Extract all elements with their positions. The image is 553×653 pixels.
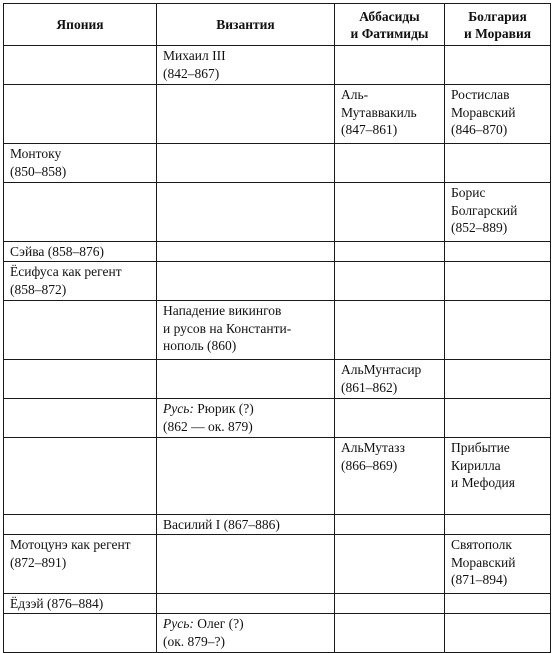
cell-text: Рюрик (?) bbox=[197, 401, 254, 416]
cell-line: Борис bbox=[451, 185, 486, 200]
cell-line: (842–867) bbox=[163, 65, 220, 81]
cell-byzantium bbox=[157, 262, 335, 301]
header-japan-line: Япония bbox=[56, 17, 104, 32]
header-japan bbox=[4, 4, 157, 46]
cell-line: (858–872) bbox=[10, 281, 67, 297]
cell-byzantium bbox=[157, 144, 335, 183]
cell-japan bbox=[4, 515, 157, 535]
cell-bulgaria bbox=[445, 535, 551, 594]
cell-line: (862 — ок. 879) bbox=[163, 418, 253, 434]
cell-line: Ёдзэй (876–884) bbox=[10, 596, 104, 611]
rus-prefix: Русь: bbox=[163, 616, 194, 631]
cell-bulgaria bbox=[445, 438, 551, 515]
table-row bbox=[4, 301, 551, 360]
cell-line: Святополк bbox=[451, 537, 512, 552]
cell-bulgaria bbox=[445, 360, 551, 399]
cell-line: Прибытие bbox=[451, 440, 510, 455]
cell-line: (850–858) bbox=[10, 163, 67, 179]
cell-line: Мотоцунэ как регент bbox=[10, 537, 131, 552]
cell-line: АльМутазз bbox=[341, 440, 405, 455]
table-row bbox=[4, 85, 551, 144]
cell-line: и русов на Константи- bbox=[163, 320, 292, 336]
cell-japan bbox=[4, 360, 157, 399]
cell-japan bbox=[4, 144, 157, 183]
cell-line: Ростислав bbox=[451, 87, 510, 102]
header-bulgaria-line-1: Болгария bbox=[468, 8, 527, 24]
cell-line: Василий I (867–886) bbox=[163, 517, 280, 532]
page bbox=[3, 3, 550, 649]
table-body bbox=[4, 46, 551, 653]
cell-line bbox=[163, 400, 328, 418]
table-row bbox=[4, 515, 551, 535]
cell-bulgaria bbox=[445, 301, 551, 360]
cell-japan bbox=[4, 262, 157, 301]
cell-byzantium bbox=[157, 46, 335, 85]
header-row bbox=[4, 4, 551, 46]
table-row bbox=[4, 438, 551, 515]
cell-line bbox=[163, 615, 328, 633]
header-abbasids bbox=[335, 4, 445, 46]
cell-byzantium bbox=[157, 535, 335, 594]
cell-byzantium bbox=[157, 594, 335, 614]
cell-line: Монтоку bbox=[10, 146, 62, 161]
cell-bulgaria bbox=[445, 515, 551, 535]
table-row bbox=[4, 144, 551, 183]
cell-line: (847–861) bbox=[341, 122, 398, 137]
cell-abbasids bbox=[335, 360, 445, 399]
cell-line: (861–862) bbox=[341, 379, 398, 395]
cell-line: Моравский bbox=[451, 104, 516, 120]
cell-line: (852–889) bbox=[451, 220, 508, 235]
cell-byzantium bbox=[157, 515, 335, 535]
header-byzantium bbox=[157, 4, 335, 46]
cell-japan bbox=[4, 46, 157, 85]
cell-line: Аль- bbox=[341, 87, 369, 102]
header-bulgaria-line-2: и Моравия bbox=[463, 25, 532, 41]
cell-abbasids bbox=[335, 301, 445, 360]
cell-byzantium bbox=[157, 301, 335, 360]
cell-line: (871–894) bbox=[451, 572, 508, 587]
cell-abbasids bbox=[335, 594, 445, 614]
cell-japan bbox=[4, 594, 157, 614]
cell-bulgaria bbox=[445, 46, 551, 85]
cell-abbasids bbox=[335, 85, 445, 144]
cell-abbasids bbox=[335, 535, 445, 594]
cell-line: (846–870) bbox=[451, 122, 508, 137]
table-row bbox=[4, 399, 551, 438]
cell-byzantium bbox=[157, 242, 335, 262]
cell-japan bbox=[4, 183, 157, 242]
cell-line: Моравский bbox=[451, 554, 516, 570]
table-row bbox=[4, 360, 551, 399]
cell-bulgaria bbox=[445, 183, 551, 242]
cell-japan bbox=[4, 614, 157, 653]
cell-japan bbox=[4, 438, 157, 515]
table-row bbox=[4, 262, 551, 301]
cell-abbasids bbox=[335, 183, 445, 242]
cell-byzantium bbox=[157, 183, 335, 242]
cell-bulgaria bbox=[445, 85, 551, 144]
header-bulgaria bbox=[445, 4, 551, 46]
table-row bbox=[4, 594, 551, 614]
table-row bbox=[4, 242, 551, 262]
cell-japan bbox=[4, 242, 157, 262]
cell-abbasids bbox=[335, 399, 445, 438]
cell-byzantium bbox=[157, 438, 335, 515]
rus-prefix: Русь: bbox=[163, 401, 194, 416]
cell-line: Болгарский bbox=[451, 202, 518, 218]
cell-japan bbox=[4, 301, 157, 360]
cell-abbasids bbox=[335, 262, 445, 301]
cell-abbasids bbox=[335, 242, 445, 262]
cell-text: Олег (?) bbox=[197, 616, 244, 631]
cell-byzantium bbox=[157, 399, 335, 438]
header-abbasids-line-1: Аббасиды bbox=[359, 8, 420, 24]
cell-japan bbox=[4, 399, 157, 438]
cell-line: Мутаввакиль bbox=[341, 104, 417, 120]
cell-bulgaria bbox=[445, 614, 551, 653]
cell-bulgaria bbox=[445, 262, 551, 301]
cell-abbasids bbox=[335, 46, 445, 85]
cell-abbasids bbox=[335, 614, 445, 653]
cell-bulgaria bbox=[445, 594, 551, 614]
table-row bbox=[4, 183, 551, 242]
table-row bbox=[4, 46, 551, 85]
cell-line: АльМунтасир bbox=[341, 362, 422, 377]
cell-abbasids bbox=[335, 144, 445, 183]
cell-bulgaria bbox=[445, 242, 551, 262]
cell-line: (866–869) bbox=[341, 457, 398, 473]
cell-line: Ёсифуса как регент bbox=[10, 264, 122, 279]
cell-abbasids bbox=[335, 438, 445, 515]
cell-line: и Мефодия bbox=[451, 475, 515, 490]
table-row bbox=[4, 535, 551, 594]
cell-byzantium bbox=[157, 360, 335, 399]
cell-byzantium bbox=[157, 614, 335, 653]
cell-line: Михаил III bbox=[163, 48, 226, 63]
cell-line: нополь (860) bbox=[163, 338, 237, 353]
cell-japan bbox=[4, 535, 157, 594]
header-byzantium-line: Византия bbox=[216, 17, 275, 32]
cell-line: Нападение викингов bbox=[163, 303, 282, 318]
cell-line: (872–891) bbox=[10, 554, 67, 570]
cell-japan bbox=[4, 85, 157, 144]
cell-abbasids bbox=[335, 515, 445, 535]
cell-byzantium bbox=[157, 85, 335, 144]
cell-line: (ок. 879–?) bbox=[163, 633, 226, 649]
history-table bbox=[3, 3, 551, 653]
cell-bulgaria bbox=[445, 144, 551, 183]
header-abbasids-line-2: и Фатимиды bbox=[350, 25, 429, 41]
cell-line: Сэйва (858–876) bbox=[10, 244, 104, 259]
table-row bbox=[4, 614, 551, 653]
cell-line: Кирилла bbox=[451, 457, 501, 473]
cell-bulgaria bbox=[445, 399, 551, 438]
